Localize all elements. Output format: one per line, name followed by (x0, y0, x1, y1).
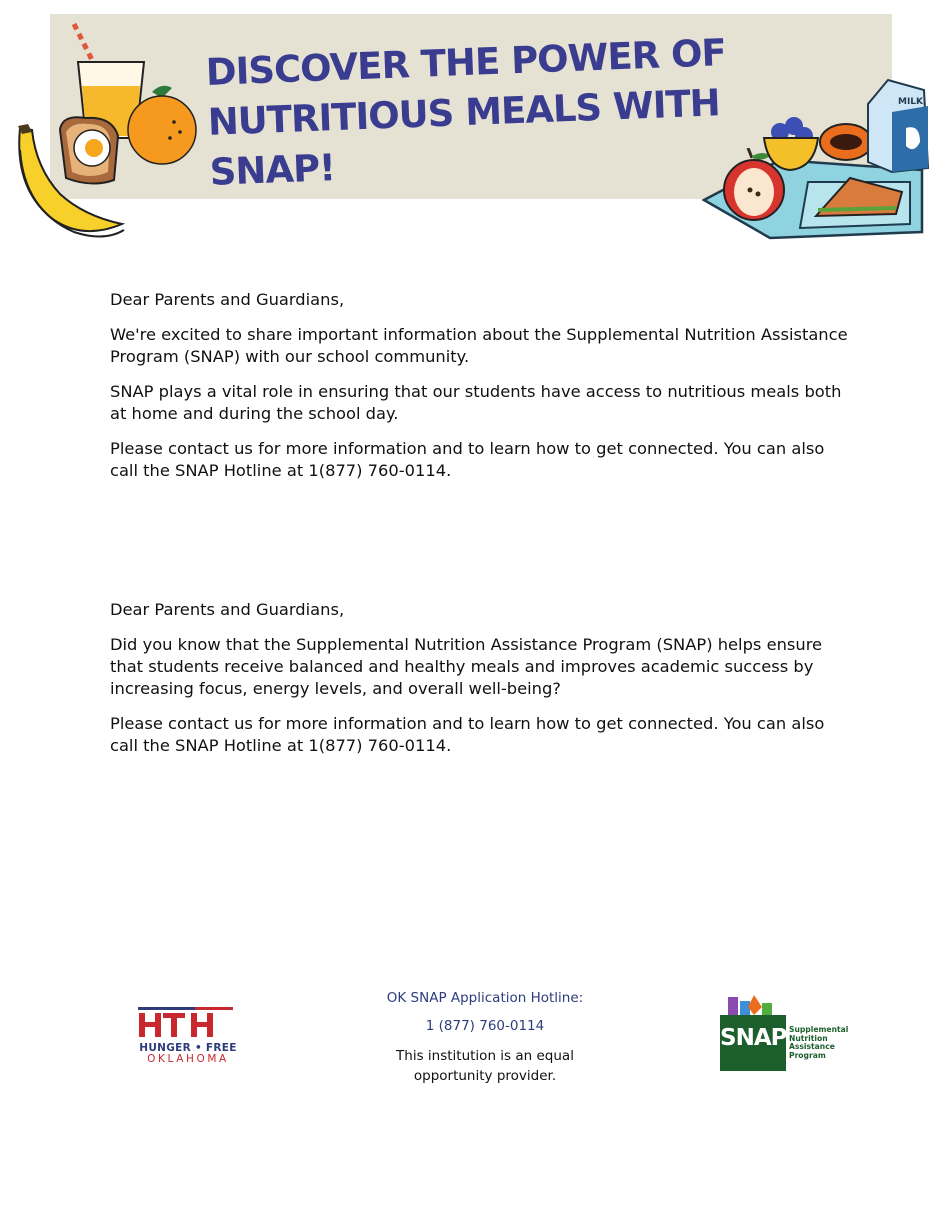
hotline-title: OK SNAP Application Hotline: (386, 990, 584, 1006)
hotline-number: 1 (877) 760-0114 (425, 1018, 545, 1034)
orange-icon (122, 82, 202, 167)
letter-2 (110, 599, 850, 770)
milk-carton-icon (862, 76, 934, 176)
letter-1-paragraph: Please contact us for more information and to learn how to get connected. You can also call the SNAP Hotline at 1(877) 760-0114. (110, 439, 825, 480)
snap-sub-line: Supplemental (789, 1025, 849, 1034)
letter-1 (110, 289, 850, 495)
snap-sub-line: Program (789, 1050, 826, 1060)
letter-2-greeting: Dear Parents and Guardians, (110, 600, 345, 619)
equal-opportunity-statement: This institution is an equal opportunity provider. (396, 1048, 574, 1084)
headline-line-2: NUTRITIOUS MEALS WITH SNAP! (207, 81, 721, 194)
oklahoma-text: OKLAHOMA (147, 1053, 229, 1065)
hunger-free-oklahoma-logo (133, 1003, 243, 1065)
headline-line-1: DISCOVER THE POWER OF (205, 31, 727, 94)
snap-sub-line: Assistance (789, 1042, 835, 1052)
hotline-block (340, 990, 630, 1086)
banana-icon (14, 120, 129, 245)
snap-sub-line: Nutrition (789, 1033, 828, 1043)
snap-logo-subtitle (789, 1026, 848, 1060)
letter-2-paragraph: Please contact us for more information and to learn how to get connected. You can also call the SNAP Hotline at 1(877) 760-0114. (110, 714, 825, 755)
letter-2-paragraph: Did you know that the Supplemental Nutrition Assistance Program (SNAP) helps ensure that students receive balanced and healthy meals and improves academic success by increasing focus, energy levels, and overall well-being? (110, 635, 823, 698)
snap-logo (718, 993, 868, 1073)
hunger-free-text: HUNGER • FREE (139, 1042, 237, 1054)
page-title (205, 27, 770, 198)
letter-1-paragraph: SNAP plays a vital role in ensuring that our students have access to nutritious meals both at home and during the school day. (110, 382, 842, 423)
milk-label: MILK (898, 97, 924, 107)
letter-1-paragraph: We're excited to share important information about the Supplemental Nutrition Assistance Program (SNAP) with our school community. (110, 325, 848, 366)
letter-1-greeting: Dear Parents and Guardians, (110, 290, 345, 309)
snap-logo-word: SNAP (720, 1025, 787, 1051)
hunger-free-logo-icon (133, 1003, 243, 1043)
